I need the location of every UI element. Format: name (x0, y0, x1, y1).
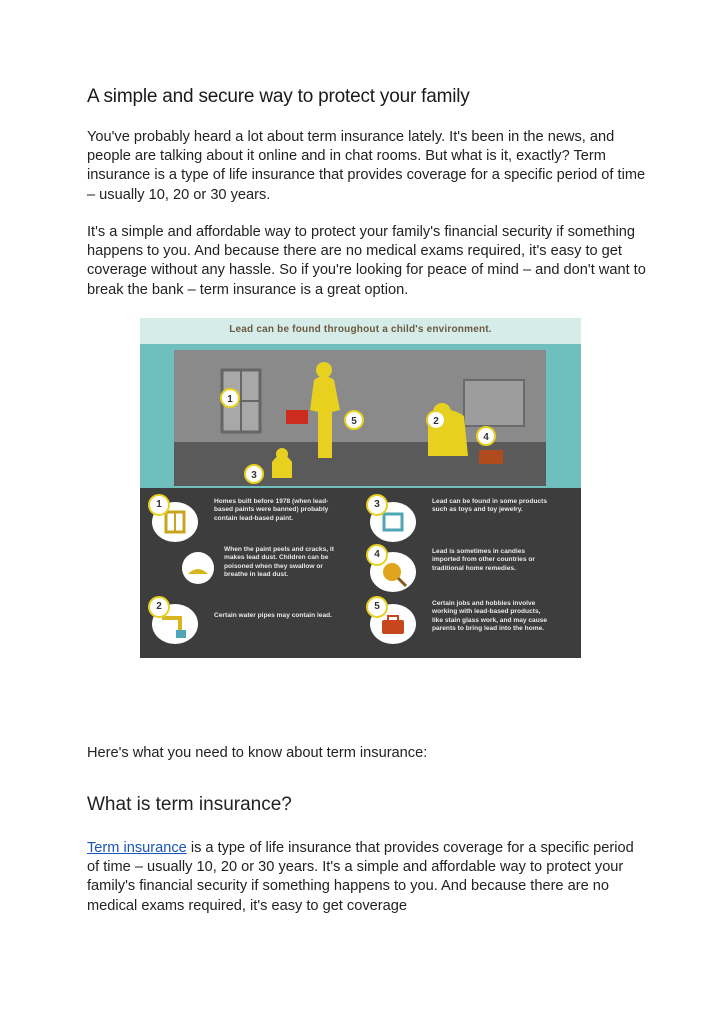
legend-item-2 (152, 600, 332, 650)
legend-number-1: 1 (148, 494, 170, 516)
intro-paragraph: You've probably heard a lot about term insurance lately. It's been in the news, and people are talking about it online and in chat rooms. But what is it, exactly? Term insurance is a type of life insurance that provides coverage for a specific period of time – usually 10, 20 or 30 years. (87, 129, 646, 203)
scene-badge-5: 5 (351, 416, 357, 427)
legend-item-1 (152, 498, 332, 548)
scene-badge-1: 1 (227, 394, 233, 405)
definition-paragraph (87, 839, 647, 916)
second-paragraph: It's a simple and affordable way to protect your family's financial security if something happens to you. And because there are no medical exams required, it's easy to get coverage without any hassle. So if you're looking for peace of mind – and don't want to break the bank – term insurance is a great option. (87, 224, 646, 298)
scene-badge-2: 2 (433, 416, 439, 427)
scene-badge-4: 4 (483, 432, 489, 443)
room-scene-illustration (174, 350, 546, 486)
scene-badge-3: 3 (251, 470, 257, 481)
legend-text-1: Homes built before 1978 (when lead-based paints were banned) probably contain lead-based paint. (214, 498, 329, 522)
legend-text-4: Lead is sometimes in candies imported from other countries or traditional home remedies. (432, 548, 535, 572)
lead-infographic (140, 318, 581, 658)
legend-text-2: Certain water pipes may contain lead. (214, 612, 332, 619)
infographic-title-bar (140, 318, 581, 347)
section-heading: What is term insurance? (87, 794, 292, 815)
legend-item-dust (182, 546, 362, 596)
legend-text-dust: When the paint peels and cracks, it makes lead dust. Children can be poisoned when they swallow or breathe in lead dust. (224, 546, 334, 579)
legend-item-5 (370, 600, 550, 650)
legend-number-2: 2 (148, 596, 170, 618)
legend-item-4 (370, 548, 550, 598)
legend-text-3: Lead can be found in some products such as toys and toy jewelry. (432, 498, 548, 514)
legend-number-3: 3 (366, 494, 388, 516)
legend-number-5: 5 (366, 596, 388, 618)
infographic-legend (140, 488, 581, 658)
term-insurance-link[interactable]: Term insurance (87, 840, 187, 856)
infographic-title: Lead can be found throughout a child's environment. (229, 324, 492, 335)
legend-text-5: Certain jobs and hobbies involve working with lead-based products, like stain glass work, and may cause parents to bring lead into the home. (432, 600, 548, 633)
legend-number-4: 4 (366, 544, 388, 566)
definition-text: is a type of life insurance that provides coverage for a specific period of time – usually 10, 20 or 30 years. It's a simple and affordable way to protect your family's financial security if something happens to you. And because there are no medical exams required, it's easy to get coverage (87, 840, 634, 914)
paint-chip-icon (182, 552, 214, 584)
lead-in-paragraph: Here's what you need to know about term insurance: (87, 745, 428, 761)
legend-item-3 (370, 498, 550, 548)
infographic-scene-area (140, 318, 581, 488)
page-title: A simple and secure way to protect your family (87, 86, 470, 107)
